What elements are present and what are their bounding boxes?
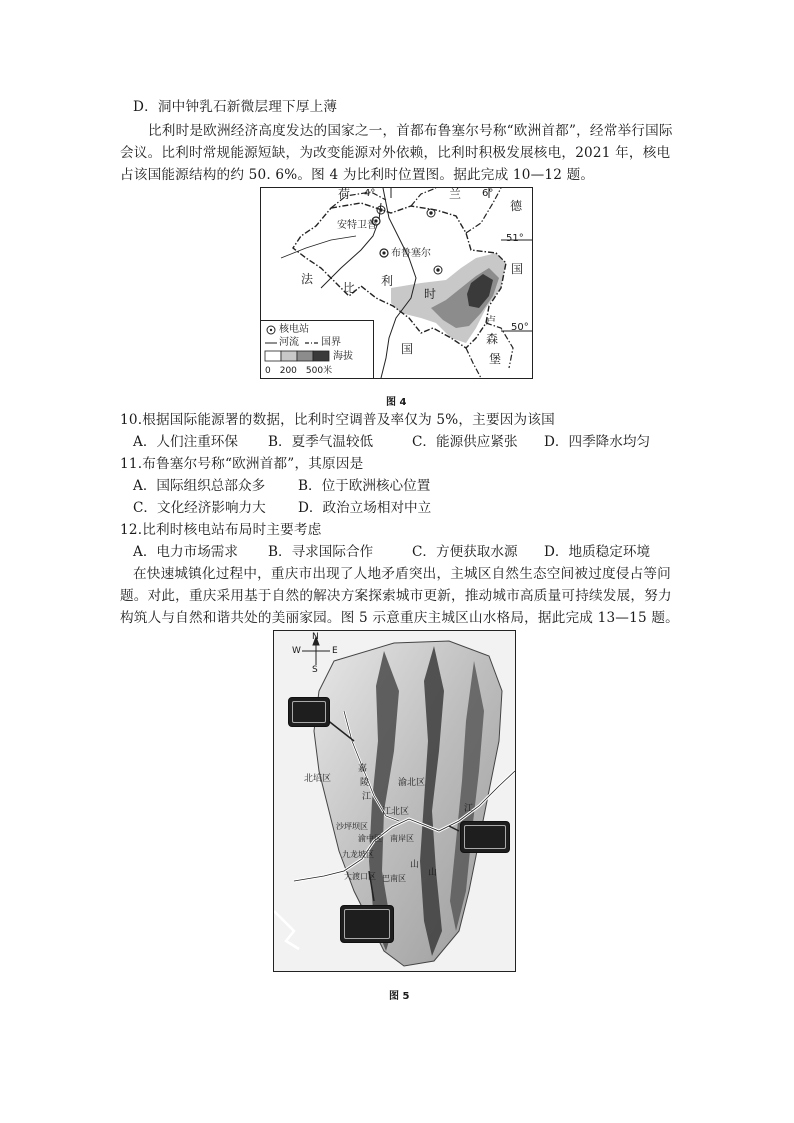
callout-box-3 <box>340 905 394 943</box>
label-france-1: 法 <box>301 272 314 286</box>
label-netherlands-1: 荷 <box>338 187 351 201</box>
question10-stem: 10.根据国际能源署的数据，比利时空调普及率仅为 5%，主要因为该国 <box>120 412 555 428</box>
river-scheldt <box>321 203 381 288</box>
chongqing-terrain-map <box>273 630 516 972</box>
question10-option-d: D．四季降水均匀 <box>544 434 651 450</box>
question10-option-b: B．夏季气温较低 <box>268 434 374 450</box>
label-netherlands-2: 兰 <box>449 187 462 201</box>
nuclear-station-icon <box>377 206 442 274</box>
question10-option-c: C．能源供应紧张 <box>412 434 518 450</box>
paragraph-belgium-line3: 占该国能源结构的约 50. 6%。图 4 为比利时位置图。据此完成 10—12 题。 <box>120 167 595 183</box>
question11-option-b: B．位于欧洲核心位置 <box>298 478 431 494</box>
paragraph-belgium-line1: 比利时是欧洲经济高度发达的国家之一，首都布鲁塞尔号称“欧洲首都”，经常举行国际 <box>148 123 673 139</box>
label-mountain-1: 山 <box>410 860 420 870</box>
legend-border-label: 国界 <box>321 337 341 348</box>
paragraph-chongqing-line1: 在快速城镇化过程中，重庆市出现了人地矛盾突出，主城区自然生态空间被过度侵占等问 <box>133 566 671 582</box>
label-belgium-2: 利 <box>381 274 394 288</box>
label-lon-4: 4° <box>364 188 376 199</box>
question12-option-d: D．地质稳定环境 <box>544 544 651 560</box>
label-germany-2: 国 <box>511 262 524 276</box>
label-jialing-2: 陵 <box>360 778 370 788</box>
label-antwerp: 安特卫普 <box>337 220 377 231</box>
callout-box-1 <box>288 697 330 727</box>
label-yuzhong: 渝中区 <box>358 834 382 843</box>
label-france-2: 国 <box>401 342 414 356</box>
label-jialing-3: 江 <box>362 792 372 802</box>
label-germany-1: 德 <box>510 199 523 213</box>
paragraph-chongqing-line3: 构筑人与自然和谐共处的美丽家园。图 5 示意重庆主城区山水格局，据此完成 13—15 题。 <box>120 610 679 626</box>
label-mountain-2: 山 <box>428 868 438 878</box>
label-dadukou: 大渡口区 <box>344 872 376 881</box>
legend-altitude-label: 海拔 <box>333 351 353 362</box>
compass-w: W <box>292 646 301 656</box>
label-banan: 巴南区 <box>382 874 406 883</box>
question12-stem: 12.比利时核电站布局时主要考虑 <box>120 522 322 538</box>
figure4-caption: 图 4 <box>386 397 407 408</box>
figure5-caption: 图 5 <box>389 991 410 1002</box>
belgium-location-map <box>260 187 533 379</box>
legend-nuclear-label: 核电站 <box>279 324 309 335</box>
label-yangtze: 江 <box>464 804 474 814</box>
paragraph-chongqing-line2: 题。对此，重庆采用基于自然的解决方案探索城市更新，推动城市高质量可持续发展，努力 <box>120 588 672 604</box>
label-luxembourg-2: 森 <box>486 332 499 346</box>
compass-n: N <box>312 632 319 642</box>
label-luxembourg-3: 堡 <box>489 352 502 366</box>
label-luxembourg-1: 卢 <box>486 316 496 327</box>
paragraph-belgium-line2: 会议。比利时常规能源短缺，为改变能源对外依赖，比利时积极发展核电，2021 年，核电 <box>120 145 671 161</box>
callout-box-2 <box>460 821 510 853</box>
option-d-previous: D．洞中钟乳石新微层理下厚上薄 <box>133 99 338 115</box>
question12-option-b: B．寻求国际合作 <box>268 544 374 560</box>
compass-e: E <box>332 646 338 656</box>
label-lat-50: 50° <box>511 322 529 333</box>
legend-river-label: 河流 <box>279 337 299 348</box>
river-minor <box>281 236 356 258</box>
label-belgium-1: 比 <box>343 281 356 295</box>
question10-option-a: A．人们注重环保 <box>133 434 238 450</box>
question12-option-a: A．电力市场需求 <box>133 544 238 560</box>
label-brussels: 布鲁塞尔 <box>391 248 431 259</box>
map-legend <box>261 320 374 379</box>
compass-s: S <box>312 665 318 675</box>
label-shapingba: 沙坪坝区 <box>336 822 368 831</box>
label-lat-51: 51° <box>506 233 524 244</box>
label-nanan: 南岸区 <box>390 834 414 843</box>
label-jiangbei: 江北区 <box>382 807 410 817</box>
legend-scale-label: 0 200 500米 <box>265 366 333 376</box>
label-jialing-1: 嘉 <box>358 764 368 774</box>
question11-stem: 11.布鲁塞尔号称“欧洲首都”，其原因是 <box>120 456 364 472</box>
question11-option-a: A．国际组织总部众多 <box>133 478 266 494</box>
question11-option-c: C．文化经济影响力大 <box>133 500 266 516</box>
label-yubei: 渝北区 <box>398 778 426 788</box>
label-lon-6: 6° <box>482 188 494 199</box>
label-jiulongpo: 九龙坡区 <box>342 850 374 859</box>
label-beibei: 北培区 <box>304 774 332 784</box>
label-belgium-3: 时 <box>424 287 437 301</box>
chongqing-terrain-svg <box>274 631 515 971</box>
question11-option-d: D．政治立场相对中立 <box>298 500 432 516</box>
question12-option-c: C．方便获取水源 <box>412 544 518 560</box>
